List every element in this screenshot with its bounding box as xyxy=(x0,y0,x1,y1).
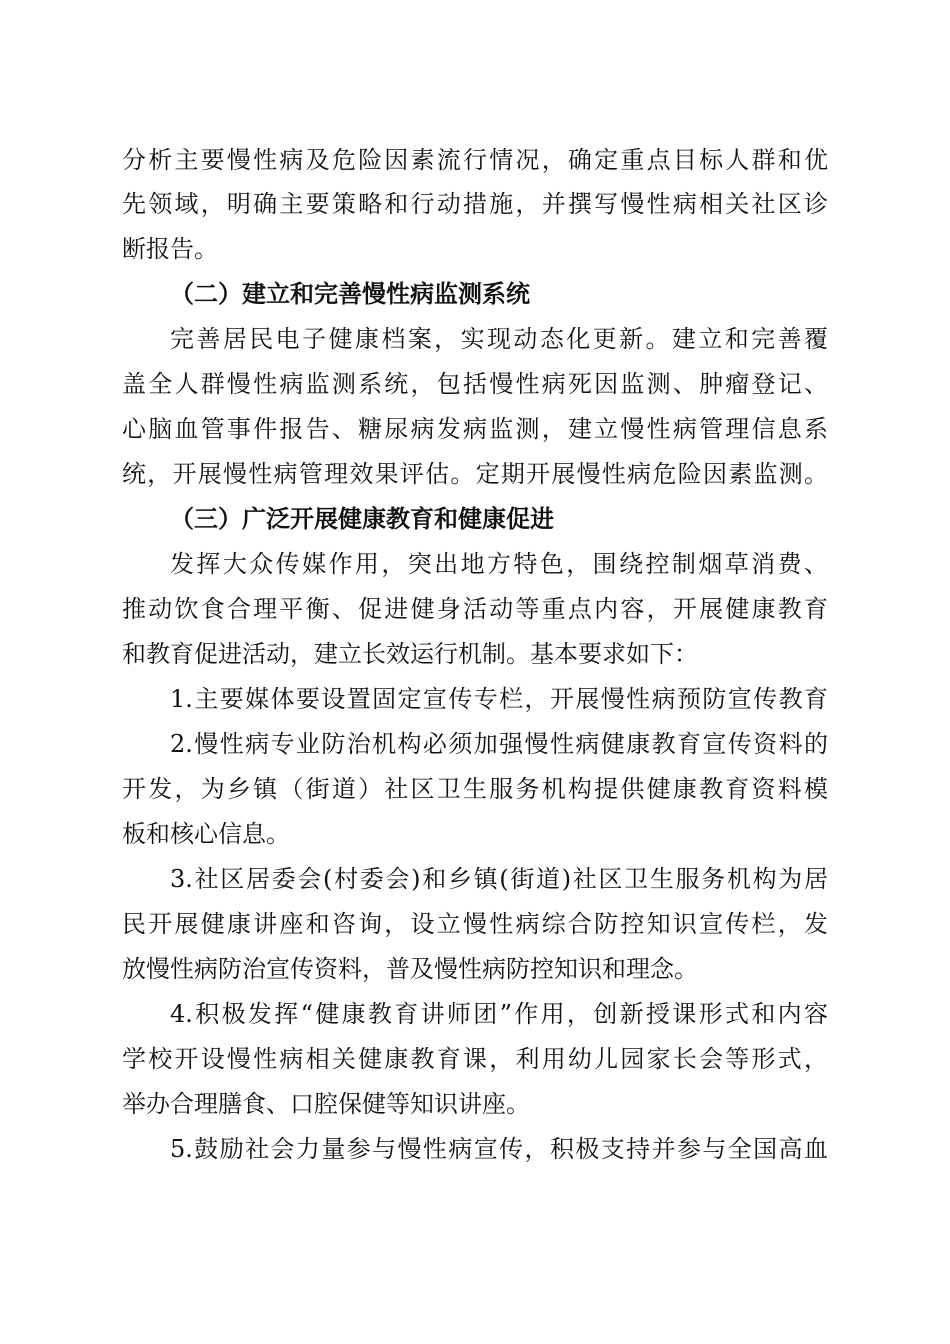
text-line: 统，开展慢性病管理效果评估。定期开展慢性病危险因素监测。 xyxy=(122,460,828,488)
text-line: 学校开设慢性病相关健康教育课，利用幼儿园家长会等形式， xyxy=(122,1045,828,1073)
text-line: 盖全人群慢性病监测系统，包括慢性病死因监测、肿瘤登记、 xyxy=(122,370,828,398)
list-item: 4.积极发挥“健康教育讲师团”作用，创新授课形式和内容 xyxy=(170,1000,828,1028)
list-item: 1.主要媒体要设置固定宣传专栏，开展慢性病预防宣传教育 xyxy=(170,685,828,713)
text-line: 板和核心信息。 xyxy=(122,820,290,848)
text-line: 和教育促进活动，建立长效运行机制。基本要求如下： xyxy=(122,640,698,668)
text-line: 民开展健康讲座和咨询，设立慢性病综合防控知识宣传栏，发 xyxy=(122,910,828,938)
text-line: 举办合理膳食、口腔保健等知识讲座。 xyxy=(122,1090,530,1118)
section-heading: （三）广泛开展健康教育和健康促进 xyxy=(170,504,554,533)
text-line: 推动饮食合理平衡、促进健身活动等重点内容，开展健康教育 xyxy=(122,595,828,623)
text-line: 放慢性病防治宣传资料，普及慢性病防控知识和理念。 xyxy=(122,955,698,983)
text-line: 断报告。 xyxy=(122,235,218,263)
text-line: 完善居民电子健康档案，实现动态化更新。建立和完善覆 xyxy=(170,325,828,353)
list-item: 5.鼓励社会力量参与慢性病宣传，积极支持并参与全国高血 xyxy=(170,1135,828,1163)
section-heading: （二）建立和完善慢性病监测系统 xyxy=(170,279,530,308)
list-item: 3.社区居委会(村委会)和乡镇(街道)社区卫生服务机构为居 xyxy=(170,865,828,893)
text-line: 先领域，明确主要策略和行动措施，并撰写慢性病相关社区诊 xyxy=(122,190,828,218)
list-item: 2.慢性病专业防治机构必须加强慢性病健康教育宣传资料的 xyxy=(170,730,828,758)
text-line: 心脑血管事件报告、糖尿病发病监测，建立慢性病管理信息系 xyxy=(122,415,828,443)
text-line: 开发，为乡镇（街道）社区卫生服务机构提供健康教育资料模 xyxy=(122,775,828,803)
text-line: 发挥大众传媒作用，突出地方特色，围绕控制烟草消费、 xyxy=(170,550,828,578)
text-line: 分析主要慢性病及危险因素流行情况，确定重点目标人群和优 xyxy=(122,146,828,174)
